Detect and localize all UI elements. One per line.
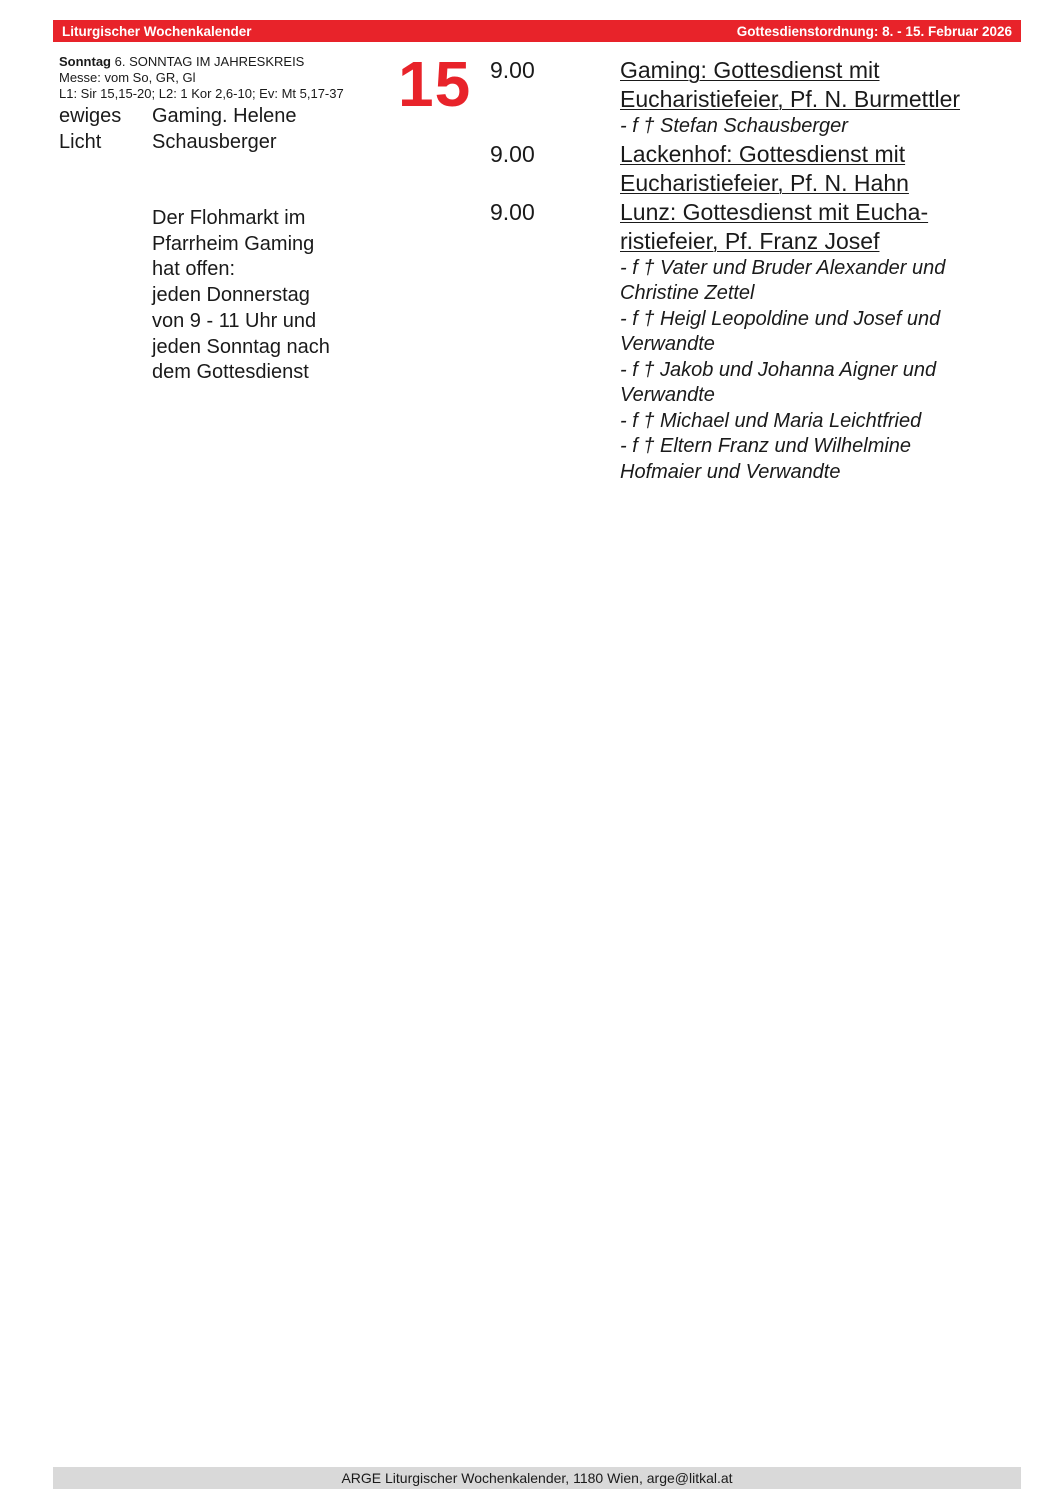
service-body <box>620 140 1010 198</box>
header-title: Liturgischer Wochenkalender <box>62 23 252 39</box>
day-heading <box>59 54 389 70</box>
footer-bar <box>53 1467 1021 1489</box>
eternal-light-label: ewiges Licht <box>59 105 122 153</box>
day-name: Sonntag <box>59 54 111 69</box>
day-feast: 6. SONNTAG IM JAHRESKREIS <box>111 54 305 69</box>
mass-intention: - f † Michael und Maria Leichtfried <box>620 409 922 432</box>
service-title: Lunz: Gottesdienst mit Eucha- ristiefeier, Pf. Franz Josef <box>620 198 929 254</box>
mass-intention: - f † Heigl Leopoldine und Josef und Verwandte <box>620 307 941 355</box>
mass-intention: - f † Stefan Schausberger <box>620 115 848 137</box>
service-time: 9.00 <box>490 198 535 225</box>
service-entry <box>490 56 1010 140</box>
header-date-range: Gottesdienstordnung: 8. - 15. Februar 2026 <box>736 23 1012 39</box>
service-title: Lackenhof: Gottesdienst mit Eucharistiefeier, Pf. N. Hahn <box>620 140 909 196</box>
day-number: 15 <box>398 48 472 120</box>
service-time: 9.00 <box>490 57 535 83</box>
eternal-light-name: Gaming. Helene Schausberger <box>152 105 297 153</box>
service-body <box>620 56 1010 140</box>
service-title: Gaming: Gottesdienst mit Eucharistiefeier, Pf. N. Burmettler <box>620 57 961 112</box>
service-entry <box>490 140 1010 198</box>
service-body <box>620 198 1010 486</box>
mass-intention: - f † Eltern Franz und Wilhelmine Hofmaier und Verwandte <box>620 435 912 483</box>
services-list <box>490 56 1010 485</box>
service-entry <box>490 198 1010 486</box>
mass-info: Messe: vom So, GR, Gl <box>59 70 196 85</box>
mass-intention: - f † Vater und Bruder Alexander und Christine Zettel <box>620 256 946 304</box>
mass-intention: - f † Jakob und Johanna Aigner und Verwandte <box>620 358 937 406</box>
flea-market-notice: Der Flohmarkt im Pfarrheim Gaming hat offen: jeden Donnerstag von 9 - 11 Uhr und jeden Sonntag nach dem Gottesdienst <box>152 207 330 384</box>
footer-text: ARGE Liturgischer Wochenkalender, 1180 Wien, arge@litkal.at <box>341 1470 733 1486</box>
header-bar <box>53 20 1021 42</box>
service-time: 9.00 <box>490 140 535 167</box>
day-info <box>59 54 389 102</box>
readings-info: L1: Sir 15,15-20; L2: 1 Kor 2,6-10; Ev: Mt 5,17-37 <box>59 86 344 101</box>
